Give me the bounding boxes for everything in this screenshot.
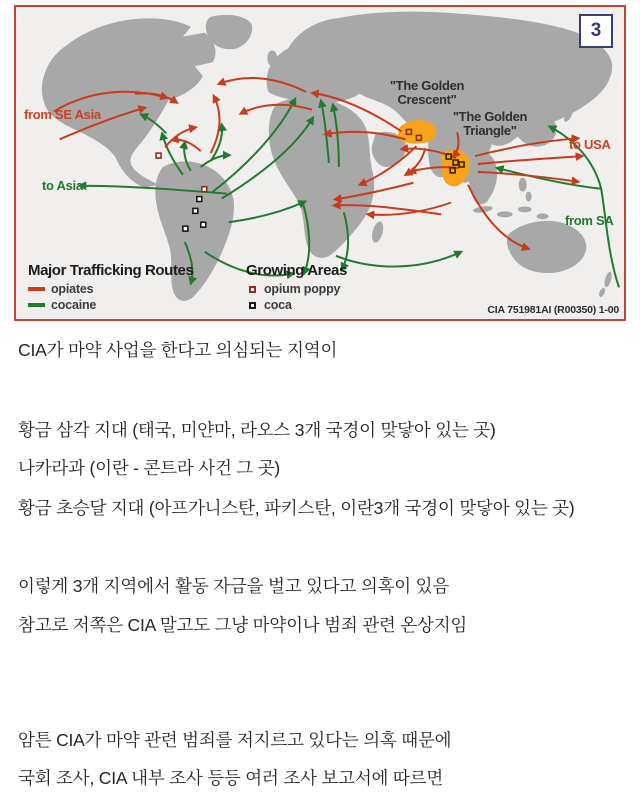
page-number-badge: 3 bbox=[579, 14, 613, 48]
legend-row-cocaine bbox=[28, 297, 193, 313]
post-line-5: 이렇게 3개 지역에서 활동 자금을 벌고 있다고 의혹이 있음 bbox=[18, 576, 450, 596]
post-line-1: CIA가 마약 사업을 한다고 의심되는 지역이 bbox=[18, 340, 338, 360]
legend-row-opiates bbox=[28, 281, 193, 297]
opium-poppy-label: opium poppy bbox=[264, 282, 341, 296]
label-golden-triangle: "The Golden Triangle" bbox=[452, 109, 528, 138]
cocaine-label: cocaine bbox=[51, 298, 97, 312]
label-golden-crescent: "The Golden Crescent" bbox=[389, 78, 465, 107]
label-to-asia: to Asia bbox=[42, 178, 83, 193]
coca-swatch bbox=[249, 302, 256, 309]
opium-poppy-swatch bbox=[249, 286, 256, 293]
opiates-label: opiates bbox=[51, 282, 94, 296]
label-from-se-asia: from SE Asia bbox=[24, 107, 101, 122]
post-line-8: 국회 조사, CIA 내부 조사 등등 여러 조사 보고서에 따르면 bbox=[18, 768, 444, 788]
post-line-7: 암튼 CIA가 마약 관련 범죄를 저지르고 있다는 의혹 때문에 bbox=[18, 730, 452, 750]
label-to-usa: to USA bbox=[569, 137, 611, 152]
legend-row-coca bbox=[246, 297, 347, 313]
map-attribution: CIA 751981AI (R00350) 1-00 bbox=[487, 304, 619, 316]
post-line-3: 나카라과 (이란 - 콘트라 사건 그 곳) bbox=[18, 458, 281, 478]
opiates-line-swatch bbox=[28, 287, 45, 291]
cocaine-line-swatch bbox=[28, 303, 45, 307]
post-line-6: 참고로 저쪽은 CIA 말고도 그냥 마약이나 범죄 관련 온상지임 bbox=[18, 615, 468, 635]
legend-routes-title: Major Trafficking Routes bbox=[28, 262, 194, 279]
legend-trafficking-routes bbox=[28, 262, 193, 313]
post-line-4: 황금 초승달 지대 (아프가니스탄, 파키스탄, 이란3개 국경이 맞닿아 있는 곳) bbox=[18, 498, 575, 518]
post-line-2: 황금 삼각 지대 (태국, 미얀마, 라오스 3개 국경이 맞닿아 있는 곳) bbox=[18, 420, 496, 440]
coca-label: coca bbox=[264, 298, 292, 312]
legend-row-opium-poppy bbox=[246, 281, 347, 297]
cia-trafficking-map[interactable] bbox=[14, 5, 626, 321]
legend-areas-title: Growing Areas bbox=[246, 262, 347, 279]
label-from-sa: from SA bbox=[565, 213, 614, 228]
legend-growing-areas bbox=[246, 262, 347, 313]
